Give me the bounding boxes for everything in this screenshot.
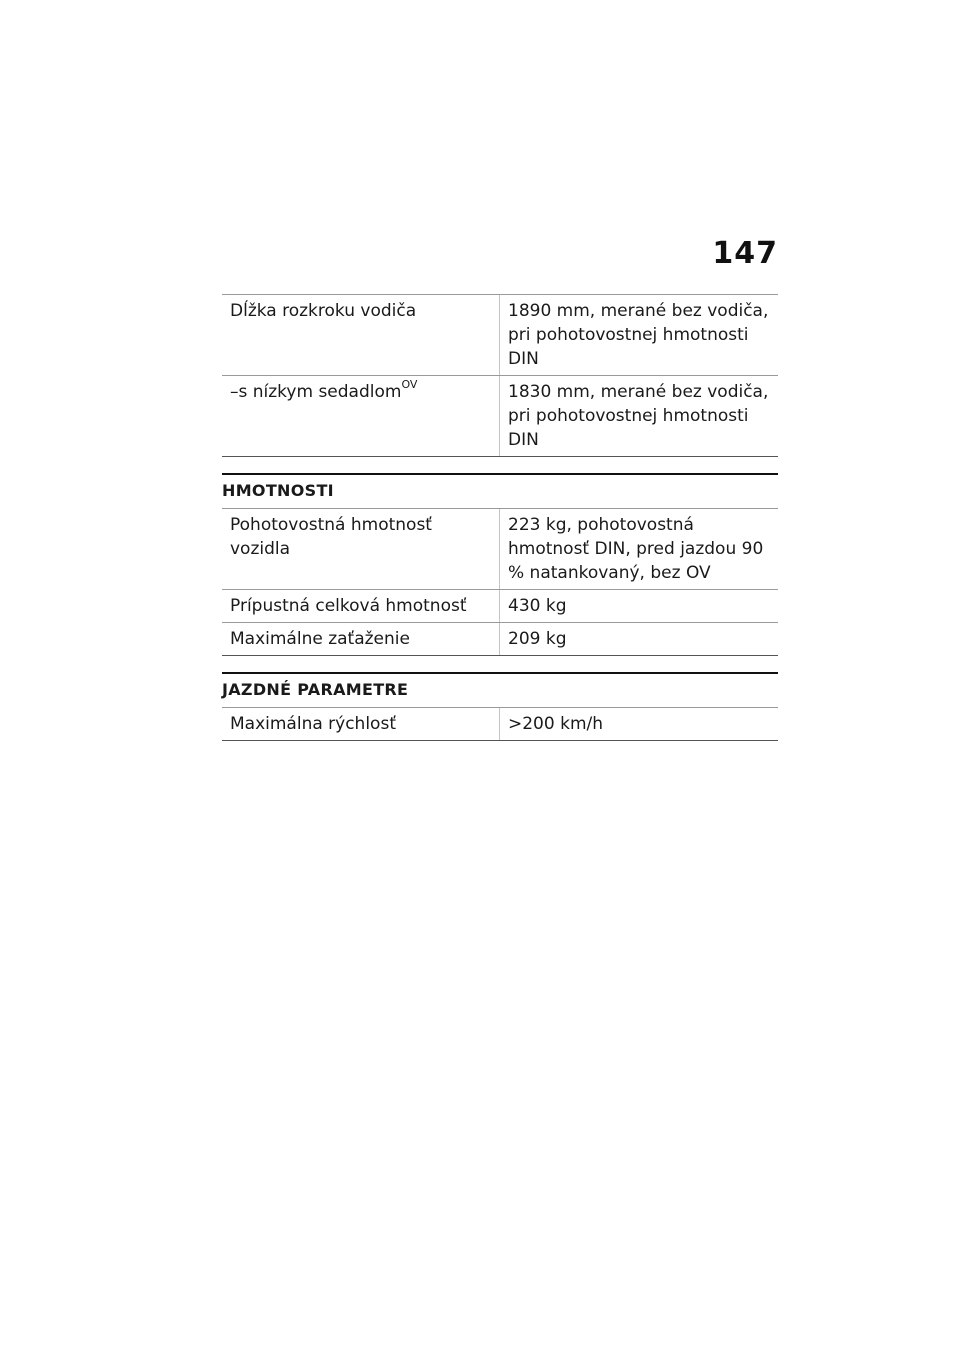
spec-label: Maximálna rýchlosť [222, 708, 500, 740]
spec-row [222, 509, 778, 590]
section-heading-weights: HMOTNOSTI [222, 473, 778, 509]
spec-label: Maximálne zaťaženie [222, 623, 500, 655]
spec-value: 430 kg [508, 596, 567, 616]
optional-equipment-marker: OV [401, 378, 418, 392]
spec-label: Pohotovostná hmotnosť vozidla [222, 509, 500, 589]
spec-label: Dĺžka rozkroku vodiča [222, 295, 500, 375]
spec-row [222, 294, 778, 376]
spec-row [222, 708, 778, 741]
page-number: 147 [712, 236, 778, 271]
spec-row [222, 623, 778, 656]
spec-value: 223 kg, pohotovostná hmotnosť DIN, pred jazdou 90 % natankovaný, bez OV [508, 515, 764, 583]
spec-label-text: –s nízkym sedadlom [230, 382, 402, 402]
spec-value: 1830 mm, merané bez vodiča, pri pohotovostnej hmotnosti DIN [508, 382, 769, 450]
spec-label [222, 376, 500, 456]
spec-value: 1890 mm, merané bez vodiča, pri pohotovostnej hmotnosti DIN [508, 301, 769, 369]
spec-row [222, 590, 778, 623]
spec-row [222, 376, 778, 457]
section-heading-performance: JAZDNÉ PARAMETRE [222, 672, 778, 708]
spec-content [222, 294, 778, 741]
spec-value: 209 kg [508, 629, 567, 649]
spec-value: >200 km/h [508, 714, 604, 734]
spec-label: Prípustná celková hmotnosť [222, 590, 500, 622]
